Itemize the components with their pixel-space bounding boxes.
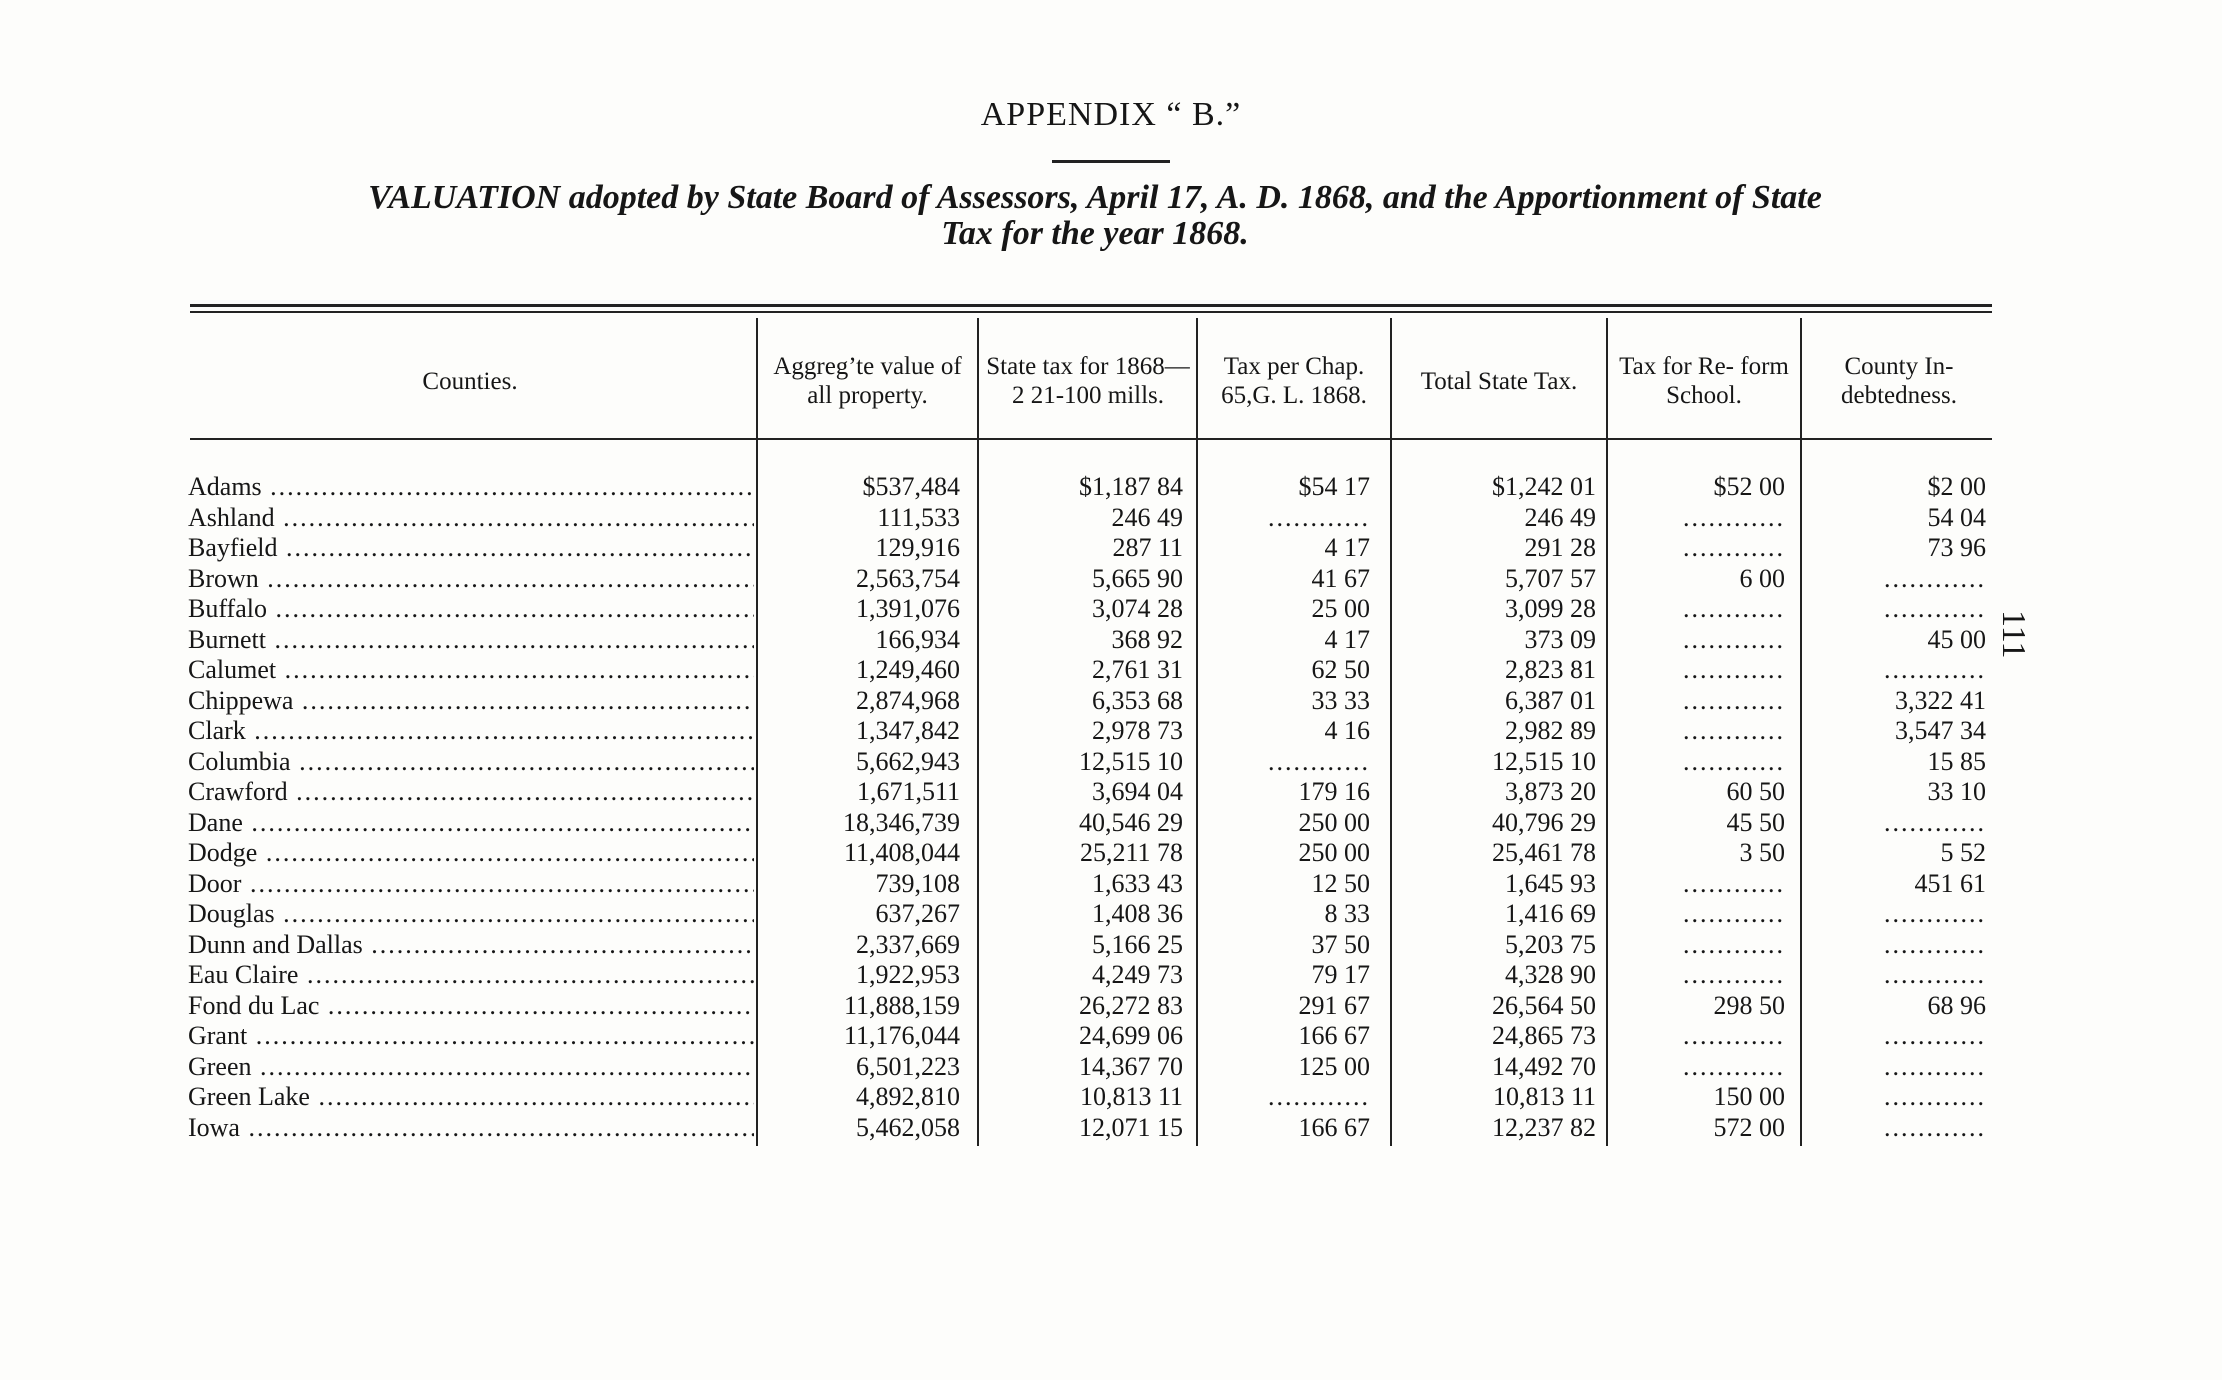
cell-county: Fond du Lac ..... (188, 991, 754, 1021)
cell-value: 11,888,159 (843, 990, 960, 1020)
cell-reform: ............ (1683, 960, 1785, 989)
cell-chap: 4 16 (1324, 716, 1370, 745)
cell-reform: 3 50 (1739, 838, 1785, 867)
cell-value: 18,346,739 (843, 807, 960, 837)
cell-reform: ............ (1683, 899, 1785, 928)
cell-value: 2,874,968 (856, 685, 960, 715)
table-row (0, 594, 2222, 625)
cell-debt: 3,322 41 (1895, 685, 1986, 715)
cell-county: Adams ..... (188, 472, 754, 502)
cell-state-tax: 5,665 90 (1092, 563, 1183, 593)
cell-state-tax: 246 49 (1111, 502, 1183, 532)
cell-debt: 33 10 (1927, 777, 1986, 806)
cell-reform: ............ (1683, 716, 1785, 745)
table-row (0, 747, 2222, 778)
cell-debt: ............ (1884, 929, 1986, 959)
cell-debt: 5 52 (1940, 838, 1986, 867)
cell-debt: 3,547 34 (1895, 716, 1986, 745)
top-double-rule-inner (190, 311, 1992, 313)
cell-chap: 8 33 (1324, 899, 1370, 928)
cell-state-tax: 1,633 43 (1092, 868, 1183, 898)
cell-total: 10,813 11 (1492, 1082, 1596, 1111)
cell-total: 6,387 01 (1505, 685, 1596, 715)
cell-reform: ............ (1683, 746, 1785, 776)
cell-chap: 250 00 (1298, 807, 1370, 837)
cell-value: 1,347,842 (856, 716, 960, 745)
cell-state-tax: 26,272 83 (1079, 990, 1183, 1020)
cell-reform: 60 50 (1726, 777, 1785, 806)
table-row (0, 533, 2222, 564)
table-row (0, 869, 2222, 900)
cell-state-tax: 287 11 (1112, 533, 1183, 562)
cell-reform: $52 00 (1713, 472, 1785, 501)
cell-chap: ............ (1268, 1082, 1370, 1111)
cell-chap: 12 50 (1311, 868, 1370, 898)
cell-total: 246 49 (1524, 502, 1596, 532)
table-row (0, 503, 2222, 534)
cell-county: Eau Claire ..... (188, 960, 754, 990)
cell-reform: 150 00 (1713, 1082, 1785, 1111)
header-state-tax: State tax for 1868—2 21-100 mills. (986, 353, 1190, 409)
cell-value: $537,484 (862, 472, 960, 501)
cell-chap: 4 17 (1324, 624, 1370, 654)
cell-county: Green Lake ..... (188, 1082, 754, 1112)
appendix-title: APPENDIX “ B.” (980, 96, 1242, 133)
cell-value: 2,563,754 (856, 563, 960, 593)
cell-state-tax: 368 92 (1111, 624, 1183, 654)
cell-value: 129,916 (875, 533, 960, 562)
cell-value: 1,391,076 (856, 594, 960, 623)
cell-total: 2,982 89 (1505, 716, 1596, 745)
cell-chap: 291 67 (1298, 990, 1370, 1020)
cell-chap: 166 67 (1298, 1112, 1370, 1142)
cell-state-tax: 2,761 31 (1092, 655, 1183, 684)
cell-county: Brown ..... (188, 564, 754, 594)
cell-county: Dane ..... (188, 808, 754, 838)
cell-county: Grant ..... (188, 1021, 754, 1051)
cell-state-tax: 40,546 29 (1079, 807, 1183, 837)
title-rule (1052, 160, 1170, 163)
cell-debt: ............ (1884, 1051, 1986, 1081)
cell-state-tax: 3,694 04 (1092, 777, 1183, 806)
cell-reform: ............ (1683, 624, 1785, 654)
cell-debt: 73 96 (1927, 533, 1986, 562)
cell-value: 111,533 (877, 502, 960, 532)
cell-total: 1,416 69 (1505, 899, 1596, 928)
cell-county: Chippewa ..... (188, 686, 754, 716)
cell-total: 40,796 29 (1492, 807, 1596, 837)
table-row (0, 1082, 2222, 1113)
cell-value: 11,408,044 (843, 838, 960, 867)
cell-total: 4,328 90 (1505, 960, 1596, 989)
header-total-state-tax: Total State Tax. (1420, 367, 1578, 395)
cell-debt: ............ (1884, 594, 1986, 623)
cell-reform: 45 50 (1726, 807, 1785, 837)
cell-reform: ............ (1683, 1051, 1785, 1081)
cell-state-tax: 12,515 10 (1079, 746, 1183, 776)
cell-value: 1,671,511 (856, 777, 960, 806)
cell-debt: ............ (1884, 960, 1986, 989)
cell-county: Ashland ..... (188, 503, 754, 533)
cell-state-tax: 24,699 06 (1079, 1021, 1183, 1050)
cell-state-tax: 1,408 36 (1092, 899, 1183, 928)
cell-total: 14,492 70 (1492, 1051, 1596, 1081)
cell-state-tax: 4,249 73 (1092, 960, 1183, 989)
cell-value: 166,934 (875, 624, 960, 654)
cell-reform: ............ (1683, 655, 1785, 684)
table-row (0, 899, 2222, 930)
cell-county: Calumet ..... (188, 655, 754, 685)
cell-debt: 68 96 (1927, 990, 1986, 1020)
cell-debt: ............ (1884, 1112, 1986, 1142)
cell-state-tax: 6,353 68 (1092, 685, 1183, 715)
table-row (0, 625, 2222, 656)
cell-total: 24,865 73 (1492, 1021, 1596, 1050)
cell-reform: ............ (1683, 868, 1785, 898)
cell-chap: 79 17 (1311, 960, 1370, 989)
table-row (0, 930, 2222, 961)
cell-total: 5,707 57 (1505, 563, 1596, 593)
cell-chap: ............ (1268, 746, 1370, 776)
cell-value: 739,108 (875, 868, 960, 898)
cell-reform: ............ (1683, 533, 1785, 562)
cell-value: 1,249,460 (856, 655, 960, 684)
cell-debt: 451 61 (1914, 868, 1986, 898)
cell-reform: ............ (1683, 1021, 1785, 1050)
cell-debt: ............ (1884, 655, 1986, 684)
caption-line-1: VALUATION adopted by State Board of Assessors, April 17, A. D. 1868, and the Apportionment of State (368, 179, 1822, 216)
cell-reform: 298 50 (1713, 990, 1785, 1020)
cell-chap: 179 16 (1298, 777, 1370, 806)
cell-state-tax: 2,978 73 (1092, 716, 1183, 745)
cell-reform: ............ (1683, 502, 1785, 532)
cell-debt: ............ (1884, 1082, 1986, 1111)
cell-total: 5,203 75 (1505, 929, 1596, 959)
cell-total: $1,242 01 (1492, 472, 1596, 501)
cell-state-tax: 12,071 15 (1079, 1112, 1183, 1142)
cell-total: 291 28 (1524, 533, 1596, 562)
cell-debt: 54 04 (1927, 502, 1986, 532)
cell-value: 637,267 (875, 899, 960, 928)
cell-county: Door ..... (188, 869, 754, 899)
caption-line-2: Tax for the year 1868. (941, 215, 1249, 252)
cell-total: 2,823 81 (1505, 655, 1596, 684)
cell-county: Crawford ..... (188, 777, 754, 807)
cell-county: Iowa ..... (188, 1113, 754, 1143)
table-row (0, 1052, 2222, 1083)
cell-reform: ............ (1683, 594, 1785, 623)
cell-chap: ............ (1268, 502, 1370, 532)
cell-state-tax: $1,187 84 (1079, 472, 1183, 501)
cell-total: 3,099 28 (1505, 594, 1596, 623)
cell-state-tax: 10,813 11 (1079, 1082, 1183, 1111)
cell-value: 6,501,223 (856, 1051, 960, 1081)
cell-state-tax: 3,074 28 (1092, 594, 1183, 623)
cell-state-tax: 14,367 70 (1079, 1051, 1183, 1081)
table-row (0, 716, 2222, 747)
cell-total: 12,237 82 (1492, 1112, 1596, 1142)
cell-total: 26,564 50 (1492, 990, 1596, 1020)
cell-county: Douglas ..... (188, 899, 754, 929)
cell-county: Green ..... (188, 1052, 754, 1082)
cell-reform: ............ (1683, 685, 1785, 715)
cell-value: 5,662,943 (856, 746, 960, 776)
cell-debt: ............ (1884, 1021, 1986, 1050)
cell-value: 1,922,953 (856, 960, 960, 989)
header-reform-school: Tax for Re- form School. (1619, 353, 1789, 409)
cell-total: 3,873 20 (1505, 777, 1596, 806)
table-row (0, 472, 2222, 503)
table-row (0, 777, 2222, 808)
cell-county: Bayfield ..... (188, 533, 754, 563)
cell-county: Dodge ..... (188, 838, 754, 868)
cell-county: Dunn and Dallas ..... (188, 930, 754, 960)
cell-debt: 15 85 (1927, 746, 1986, 776)
cell-debt: ............ (1884, 563, 1986, 593)
table-row (0, 655, 2222, 686)
cell-total: 373 09 (1524, 624, 1596, 654)
table-row (0, 1021, 2222, 1052)
cell-chap: 125 00 (1298, 1051, 1370, 1081)
cell-state-tax: 25,211 78 (1079, 838, 1183, 867)
cell-value: 2,337,669 (856, 929, 960, 959)
header-county-indebtedness: County In- debtedness. (1841, 353, 1957, 409)
cell-debt: $2 00 (1927, 472, 1986, 501)
cell-chap: $54 17 (1298, 472, 1370, 501)
table-caption (190, 180, 2000, 252)
cell-total: 25,461 78 (1492, 838, 1596, 867)
table-row (0, 1113, 2222, 1144)
cell-state-tax: 5,166 25 (1092, 929, 1183, 959)
header-counties: Counties. (422, 367, 518, 395)
top-double-rule (190, 304, 1992, 307)
cell-total: 12,515 10 (1492, 746, 1596, 776)
cell-chap: 62 50 (1311, 655, 1370, 684)
cell-county: Buffalo ..... (188, 594, 754, 624)
cell-chap: 4 17 (1324, 533, 1370, 562)
table-row (0, 808, 2222, 839)
cell-county: Burnett ..... (188, 625, 754, 655)
cell-chap: 250 00 (1298, 838, 1370, 867)
cell-debt: ............ (1884, 807, 1986, 837)
cell-county: Clark ..... (188, 716, 754, 746)
table-row (0, 991, 2222, 1022)
cell-value: 4,892,810 (856, 1082, 960, 1111)
cell-reform: ............ (1683, 929, 1785, 959)
cell-chap: 33 33 (1311, 685, 1370, 715)
cell-chap: 166 67 (1298, 1021, 1370, 1050)
cell-total: 1,645 93 (1505, 868, 1596, 898)
cell-debt: 45 00 (1927, 624, 1986, 654)
table-row (0, 960, 2222, 991)
table-row (0, 838, 2222, 869)
page-number: 111 (1995, 610, 2032, 659)
table-row (0, 564, 2222, 595)
cell-chap: 37 50 (1311, 929, 1370, 959)
cell-chap: 25 00 (1311, 594, 1370, 623)
cell-value: 5,462,058 (856, 1112, 960, 1142)
cell-reform: 6 00 (1739, 563, 1785, 593)
cell-reform: 572 00 (1713, 1112, 1785, 1142)
cell-debt: ............ (1884, 899, 1986, 928)
cell-chap: 41 67 (1311, 563, 1370, 593)
table-row (0, 686, 2222, 717)
header-aggregate-value: Aggreg’te value of all property. (773, 353, 962, 409)
cell-county: Columbia ..... (188, 747, 754, 777)
header-tax-per-chap: Tax per Chap. 65,G. L. 1868. (1221, 353, 1367, 409)
cell-value: 11,176,044 (843, 1021, 960, 1050)
